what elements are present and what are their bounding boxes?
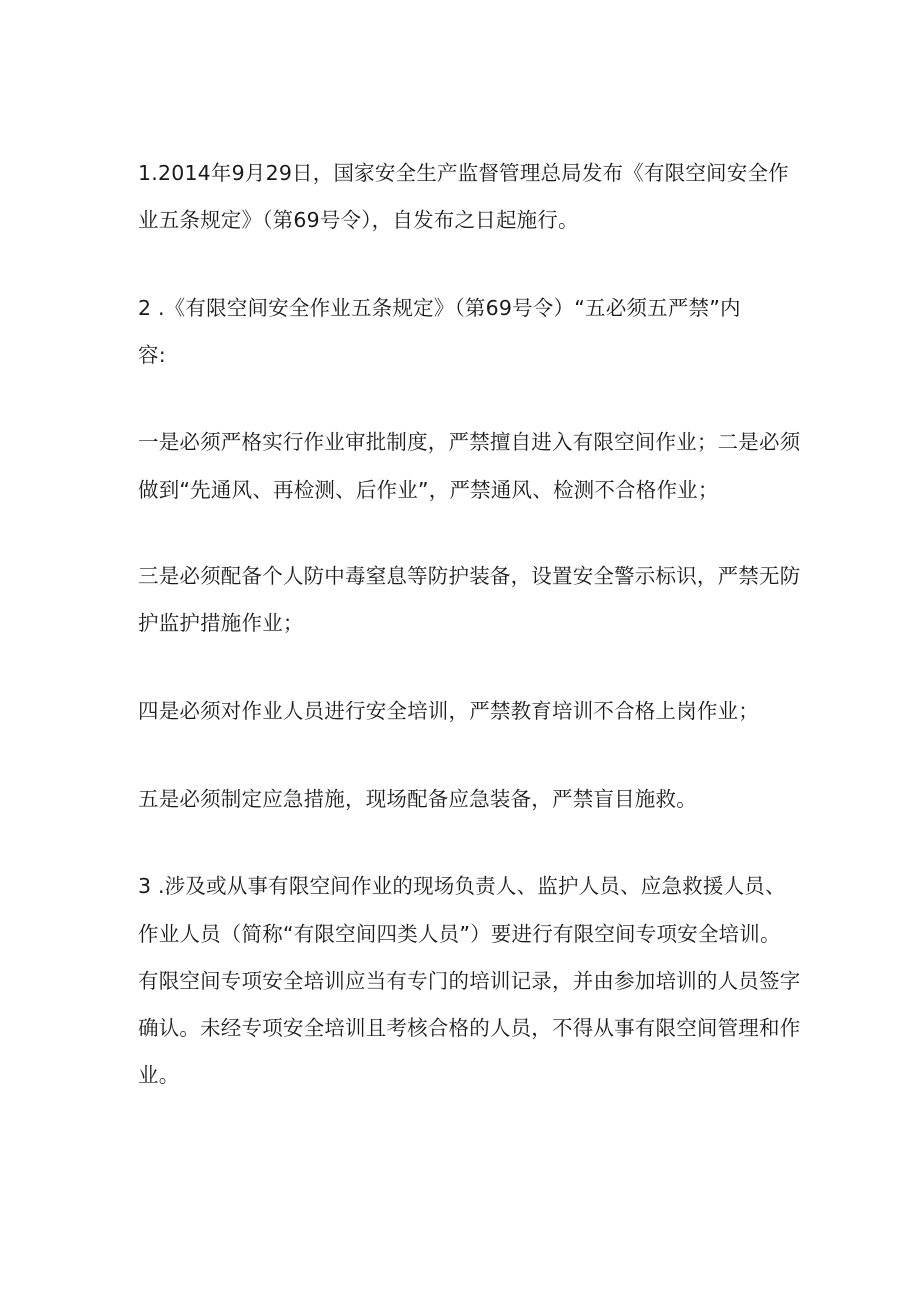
paragraph-3-line-1: 一是必须严格实行作业审批制度，严禁擅自进入有限空间作业；二是必须 (138, 430, 801, 454)
paragraph-7-line-5: 业。 (138, 1063, 180, 1087)
paragraph-4-line-2: 护监护措施作业； (138, 611, 304, 635)
paragraph-7-line-1: 3 .涉及或从事有限空间作业的现场负责人、监护人员、应急救援人员、 (138, 874, 786, 898)
paragraph-2-line-1: 2 .《有限空间安全作业五条规定》（第69号令）“五必须五严禁”内 (138, 296, 741, 320)
paragraph-1-line-2: 业五条规定》（第69号令），自发布之日起施行。 (138, 208, 579, 232)
paragraph-3-line-2: 做到“先通风、再检测、后作业”，严禁通风、检测不合格作业； (138, 478, 719, 502)
paragraph-4-line-1: 三是必须配备个人防中毒窒息等防护装备，设置安全警示标识，严禁无防 (138, 564, 801, 588)
paragraph-7-line-2: 作业人员（简称“有限空间四类人员”）要进行有限空间专项安全培训。 (138, 922, 781, 946)
paragraph-7-line-3: 有限空间专项安全培训应当有专门的培训记录，并由参加培训的人员签字 (138, 969, 801, 993)
paragraph-7-line-4: 确认。未经专项安全培训且考核合格的人员，不得从事有限空间管理和作 (138, 1016, 801, 1040)
paragraph-1-line-1: 1.2014年9月29日，国家安全生产监督管理总局发布《有限空间安全作 (138, 161, 789, 185)
paragraph-6-line-1: 五是必须制定应急措施，现场配备应急装备，严禁盲目施救。 (138, 787, 697, 811)
paragraph-2-line-2: 容: (138, 343, 166, 367)
paragraph-5-line-1: 四是必须对作业人员进行安全培训，严禁教育培训不合格上岗作业； (138, 699, 759, 723)
